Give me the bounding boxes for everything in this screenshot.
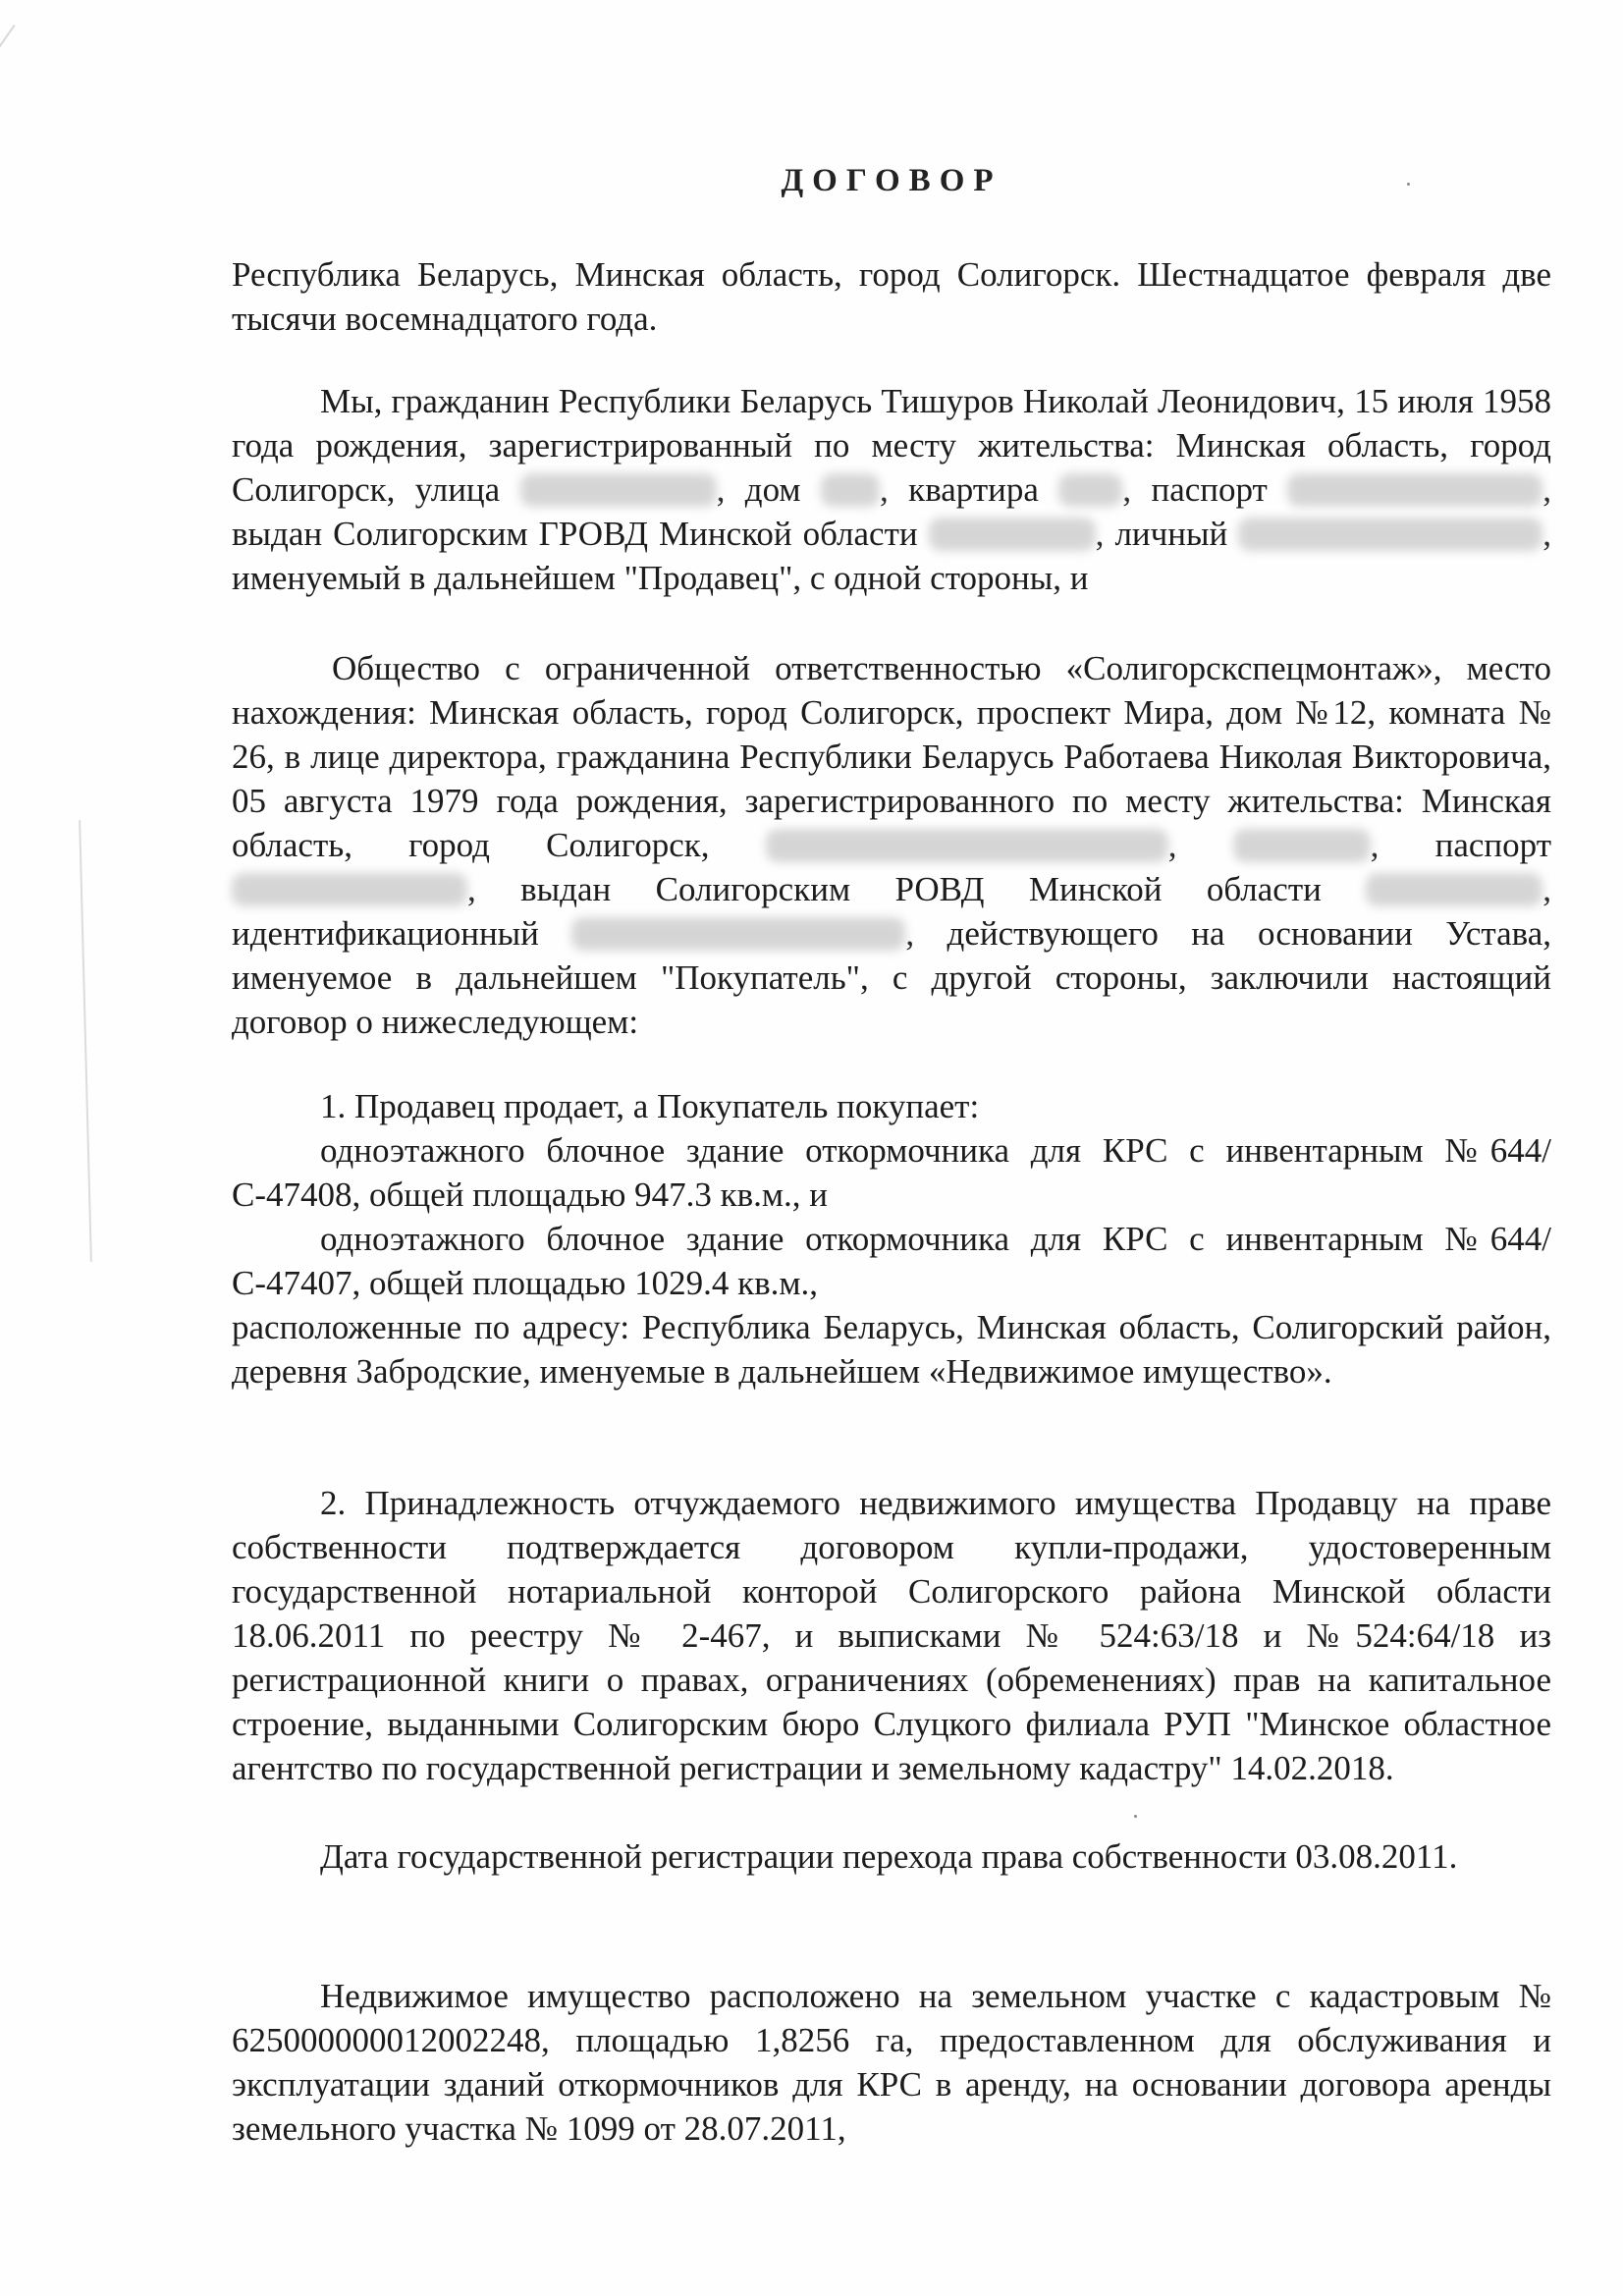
clause-1-item-2: одноэтажного блочное здание откормочника для КРС с инвентарным №644/С-47407, общей площадью 1029.4 кв.м., [232,1220,1551,1302]
redacted-id [1238,518,1542,551]
redacted-passport [1287,473,1542,507]
land-paragraph: Недвижимое имущество расположено на земельном участке с кадастровым № 625000000012002248, площадью 1,8256 га, предоставленном для обслуживания и эксплуатации зданий откормочников для КРС в аренду, на основании договора аренды земельного участка № 1099 от 28.07.2011, [232,1977,1551,2148]
clause-1-location: расположенные по адресу: Республика Беларусь, Минская область, Солигорский район, деревня Забродские, именуемые в дальнейшем «Недвижимое имущество». [232,1308,1551,1391]
seller-paragraph: Мы, гражданин Республики Беларусь Тишуров Николай Леонидович, 15 июля 1958 года рождения, зарегистрированный по месту жительства: Минская область, город Солигорск, улица , дом , квартира , паспорт , выдан Солигорским ГРОВД Минской области , личный , именуемый в дальнейшем "Продавец", с одной стороны, и [232,382,1552,597]
redacted-date [1366,873,1542,906]
scan-artifact [0,25,16,74]
clause-1-item-1: одноэтажного блочное здание откормочника для КРС с инвентарным №644/С-47408, общей площадью 947.3 кв.м., и [232,1131,1551,1214]
scan-speck [1134,1815,1137,1818]
buyer-paragraph: Общество с ограниченной ответственностью «Солигорскспецмонтаж», место нахождения: Минская область, город Солигорск, проспект Мира, дом №12, комната № 26, в лице директора, гражданина Республики Беларусь Работаева Николая Викторовича, 05 августа 1979 года рождения, зарегистрированного по месту жительства: Минская область, город Солигорск, , , паспорт , выдан Солигорским РОВД Минской области , идентификационный , действующего на основании Устава, именуемое в дальнейшем "Покупатель", с другой стороны, заключили настоящий договор о нижеследующем: [232,649,1552,1041]
redacted-date [929,518,1096,551]
redacted-passport [232,873,467,906]
registration-date: Дата государственной регистрации перехода права собственности 03.08.2011. [320,1837,1458,1876]
scan-artifact [79,820,92,1262]
redacted-house [1233,829,1371,862]
redacted-street [520,473,717,507]
clause-2-text: 2. Принадлежность отчуждаемого недвижимого имущества Продавцу на праве собственности подтверждается договором купли-продажи, удостоверенным государственной нотариальной конторой Солигорского района Минской области 18.06.2011 по реестру № 2-467, и выписками № 524:63/18 и №524:64/18 из регистрационной книги о правах, ограничениях (обременениях) прав на капитальное строение, выданными Солигорским бюро Слуцкого филиала РУП "Минское областное агентство по государственной регистрации и земельному кадастру" 14.02.2018. [232,1484,1551,1787]
preamble: Республика Беларусь, Минская область, город Солигорск. Шестнадцатое февраля две тысячи восемнадцатого года. [232,255,1551,338]
redacted-house [821,473,880,507]
redacted-id [571,917,905,951]
clause-1-heading: 1. Продавец продает, а Покупатель покупает: [320,1087,980,1125]
document-title: ДОГОВОР [781,163,1002,198]
redacted-apartment [1058,473,1122,507]
redacted-street [766,829,1168,862]
